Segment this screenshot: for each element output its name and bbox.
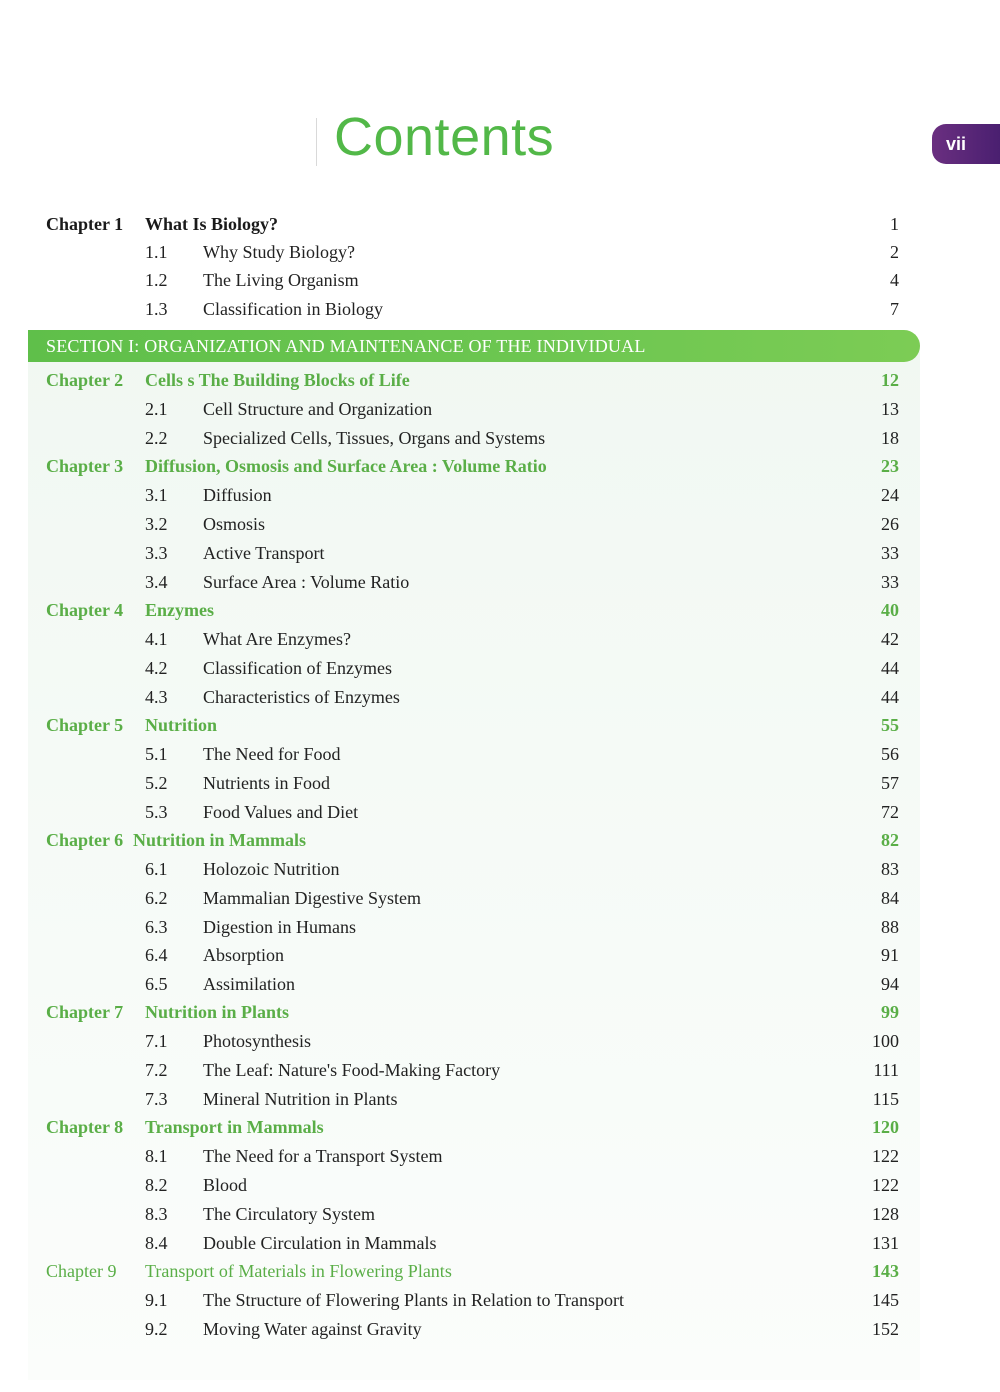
section-title: Double Circulation in Mammals bbox=[203, 1233, 437, 1253]
section-number: 3.1 bbox=[145, 485, 168, 505]
toc-chapter-row[interactable] bbox=[0, 711, 1000, 739]
page-ref: 12 bbox=[881, 370, 899, 390]
page-ref: 44 bbox=[881, 658, 899, 678]
page-ref: 145 bbox=[872, 1290, 899, 1310]
chapter-title: Nutrition in Mammals bbox=[133, 830, 306, 850]
section-number: 1.2 bbox=[145, 270, 168, 290]
section-title: The Leaf: Nature's Food-Making Factory bbox=[203, 1060, 501, 1080]
page-ref: 4 bbox=[890, 270, 899, 290]
page-ref: 18 bbox=[881, 428, 899, 448]
page-ref: 152 bbox=[872, 1319, 899, 1339]
page-ref: 99 bbox=[881, 1002, 899, 1022]
section-number: 7.3 bbox=[145, 1089, 168, 1109]
section-number: 4.3 bbox=[145, 687, 168, 707]
toc-section-row[interactable] bbox=[0, 683, 1000, 711]
toc-section-row[interactable] bbox=[0, 481, 1000, 509]
section-title: The Circulatory System bbox=[203, 1204, 375, 1224]
toc-section-row[interactable] bbox=[0, 1085, 1000, 1113]
chapter-label: Chapter 5 bbox=[46, 715, 124, 735]
section-number: 8.2 bbox=[145, 1175, 168, 1195]
toc-section-row[interactable] bbox=[0, 884, 1000, 912]
page-ref: 122 bbox=[872, 1175, 899, 1195]
page-ref: 83 bbox=[881, 859, 899, 879]
section-number: 4.1 bbox=[145, 629, 168, 649]
page-ref: 42 bbox=[881, 629, 899, 649]
section-title: The Need for Food bbox=[203, 744, 341, 764]
chapter-label: Chapter 6 bbox=[46, 830, 124, 850]
section-title: Characteristics of Enzymes bbox=[203, 687, 400, 707]
section-number: 6.4 bbox=[145, 945, 168, 965]
section-title: What Are Enzymes? bbox=[203, 629, 351, 649]
section-title: The Structure of Flowering Plants in Relation to Transport bbox=[203, 1290, 624, 1310]
toc-section-row[interactable] bbox=[0, 1200, 1000, 1228]
section-banner: SECTION I: ORGANIZATION AND MAINTENANCE OF THE INDIVIDUAL bbox=[28, 330, 920, 362]
section-number: 4.2 bbox=[145, 658, 168, 678]
section-number: 5.1 bbox=[145, 744, 168, 764]
page-ref: 143 bbox=[872, 1261, 899, 1281]
toc-section-row[interactable] bbox=[0, 941, 1000, 969]
section-title: Absorption bbox=[203, 945, 284, 965]
toc-section-row[interactable] bbox=[0, 769, 1000, 797]
section-title: Mineral Nutrition in Plants bbox=[203, 1089, 398, 1109]
section-number: 9.2 bbox=[145, 1319, 168, 1339]
section-title: Classification in Biology bbox=[203, 299, 383, 319]
toc-chapter-row[interactable] bbox=[0, 998, 1000, 1026]
toc-chapter-row[interactable] bbox=[0, 1257, 1000, 1285]
toc-section-row[interactable] bbox=[0, 625, 1000, 653]
toc-section-row[interactable] bbox=[0, 798, 1000, 826]
toc-section-row[interactable] bbox=[0, 395, 1000, 423]
section-title: Photosynthesis bbox=[203, 1031, 312, 1051]
section-title: Assimilation bbox=[203, 974, 296, 994]
page-ref: 55 bbox=[881, 715, 899, 735]
page-ref: 122 bbox=[872, 1146, 899, 1166]
section-number: 6.5 bbox=[145, 974, 168, 994]
section-title: Surface Area : Volume Ratio bbox=[203, 572, 410, 592]
chapter-title: Diffusion, Osmosis and Surface Area : Volume Ratio bbox=[145, 456, 547, 476]
section-title: Mammalian Digestive System bbox=[203, 888, 421, 908]
page-ref: 33 bbox=[881, 543, 899, 563]
page-ref: 13 bbox=[881, 399, 899, 419]
page-title: Contents bbox=[334, 107, 555, 167]
toc-section-row[interactable] bbox=[0, 1315, 1000, 1343]
toc-section-row[interactable] bbox=[0, 266, 1000, 294]
toc-chapter-row[interactable] bbox=[0, 1113, 1000, 1141]
section-title: Active Transport bbox=[203, 543, 325, 563]
page-number: vii bbox=[946, 134, 967, 154]
section-number: 6.1 bbox=[145, 859, 168, 879]
toc-section-row[interactable] bbox=[0, 654, 1000, 682]
page-ref: 2 bbox=[890, 242, 899, 262]
toc-section-row[interactable] bbox=[0, 238, 1000, 266]
section-number: 2.1 bbox=[145, 399, 168, 419]
toc-chapter-row[interactable] bbox=[0, 596, 1000, 624]
page-ref: 33 bbox=[881, 572, 899, 592]
section-title: Diffusion bbox=[203, 485, 272, 505]
page-number-tab bbox=[932, 124, 1000, 164]
toc-section-row[interactable] bbox=[0, 1056, 1000, 1084]
section-number: 5.2 bbox=[145, 773, 168, 793]
page-ref: 24 bbox=[881, 485, 899, 505]
section-number: 3.3 bbox=[145, 543, 168, 563]
toc-section-row[interactable] bbox=[0, 970, 1000, 998]
section-title: The Living Organism bbox=[203, 270, 359, 290]
chapter-title: Cells s The Building Blocks of Life bbox=[145, 370, 410, 390]
toc-section-row[interactable] bbox=[0, 539, 1000, 567]
page-ref: 94 bbox=[881, 974, 899, 994]
chapter-title: Transport of Materials in Flowering Plants bbox=[145, 1261, 452, 1281]
toc-section-row[interactable] bbox=[0, 740, 1000, 768]
section-number: 3.4 bbox=[145, 572, 168, 592]
section-number: 1.3 bbox=[145, 299, 168, 319]
toc-section-row[interactable] bbox=[0, 1229, 1000, 1257]
toc-section-row[interactable] bbox=[0, 424, 1000, 452]
chapter-label: Chapter 1 bbox=[46, 214, 124, 234]
toc-section-row[interactable] bbox=[0, 855, 1000, 883]
section-number: 6.3 bbox=[145, 917, 168, 937]
section-number: 1.1 bbox=[145, 242, 168, 262]
page-ref: 128 bbox=[872, 1204, 899, 1224]
section-title: Osmosis bbox=[203, 514, 266, 534]
chapter-title: What Is Biology? bbox=[145, 214, 279, 234]
toc-section-row[interactable] bbox=[0, 1027, 1000, 1055]
toc-chapter-row[interactable] bbox=[0, 452, 1000, 480]
section-number: 7.1 bbox=[145, 1031, 168, 1051]
section-title: Classification of Enzymes bbox=[203, 658, 392, 678]
page-ref: 26 bbox=[881, 514, 899, 534]
section-title: Food Values and Diet bbox=[203, 802, 359, 822]
toc-section-row[interactable] bbox=[0, 913, 1000, 941]
page-ref: 115 bbox=[872, 1089, 899, 1109]
section-title: Why Study Biology? bbox=[203, 242, 355, 262]
section-number: 9.1 bbox=[145, 1290, 168, 1310]
page-ref: 72 bbox=[881, 802, 899, 822]
toc-section-row[interactable] bbox=[0, 510, 1000, 538]
page-ref: 120 bbox=[872, 1117, 899, 1137]
chapter-title: Nutrition in Plants bbox=[145, 1002, 290, 1022]
page-ref: 111 bbox=[873, 1060, 899, 1080]
section-number: 3.2 bbox=[145, 514, 168, 534]
chapter-title: Nutrition bbox=[145, 715, 217, 735]
page-ref: 56 bbox=[881, 744, 899, 764]
page-ref: 88 bbox=[881, 917, 899, 937]
section-title: Specialized Cells, Tissues, Organs and Systems bbox=[203, 428, 546, 448]
section-number: 8.1 bbox=[145, 1146, 168, 1166]
page-ref: 1 bbox=[890, 214, 899, 234]
page-ref: 82 bbox=[881, 830, 899, 850]
page-ref: 40 bbox=[881, 600, 899, 620]
section-number: 8.3 bbox=[145, 1204, 168, 1224]
page-ref: 7 bbox=[890, 299, 899, 319]
page-ref: 84 bbox=[881, 888, 899, 908]
section-number: 6.2 bbox=[145, 888, 168, 908]
section-title: Cell Structure and Organization bbox=[203, 399, 433, 419]
chapter-title: Enzymes bbox=[145, 600, 214, 620]
section-title: Holozoic Nutrition bbox=[203, 859, 340, 879]
section-title: The Need for a Transport System bbox=[203, 1146, 443, 1166]
page-ref: 57 bbox=[881, 773, 899, 793]
toc-section-row[interactable] bbox=[0, 1142, 1000, 1170]
chapter-title: Transport in Mammals bbox=[145, 1117, 324, 1137]
toc-section-row[interactable] bbox=[0, 568, 1000, 596]
page-ref: 100 bbox=[872, 1031, 899, 1051]
chapter-label: Chapter 8 bbox=[46, 1117, 124, 1137]
section-title: Blood bbox=[203, 1175, 248, 1195]
toc-section-row[interactable] bbox=[0, 1171, 1000, 1199]
section-title: Nutrients in Food bbox=[203, 773, 331, 793]
chapter-label: Chapter 7 bbox=[46, 1002, 124, 1022]
page-ref: 131 bbox=[872, 1233, 899, 1253]
section-title: Moving Water against Gravity bbox=[203, 1319, 422, 1339]
toc-chapter-row[interactable] bbox=[0, 826, 1000, 854]
toc-chapter-row[interactable] bbox=[0, 366, 1000, 394]
title-divider bbox=[316, 118, 317, 166]
page-ref: 91 bbox=[881, 945, 899, 965]
toc-section-row[interactable] bbox=[0, 1286, 1000, 1314]
section-number: 5.3 bbox=[145, 802, 168, 822]
chapter-label: Chapter 2 bbox=[46, 370, 124, 390]
section-number: 2.2 bbox=[145, 428, 168, 448]
toc-section-row[interactable] bbox=[0, 295, 1000, 323]
section-number: 8.4 bbox=[145, 1233, 168, 1253]
page-ref: 44 bbox=[881, 687, 899, 707]
toc-chapter-row[interactable] bbox=[0, 210, 1000, 238]
section-number: 7.2 bbox=[145, 1060, 168, 1080]
page-ref: 23 bbox=[881, 456, 899, 476]
chapter-label: Chapter 9 bbox=[46, 1261, 117, 1281]
chapter-label: Chapter 4 bbox=[46, 600, 124, 620]
section-title: Digestion in Humans bbox=[203, 917, 356, 937]
chapter-label: Chapter 3 bbox=[46, 456, 124, 476]
